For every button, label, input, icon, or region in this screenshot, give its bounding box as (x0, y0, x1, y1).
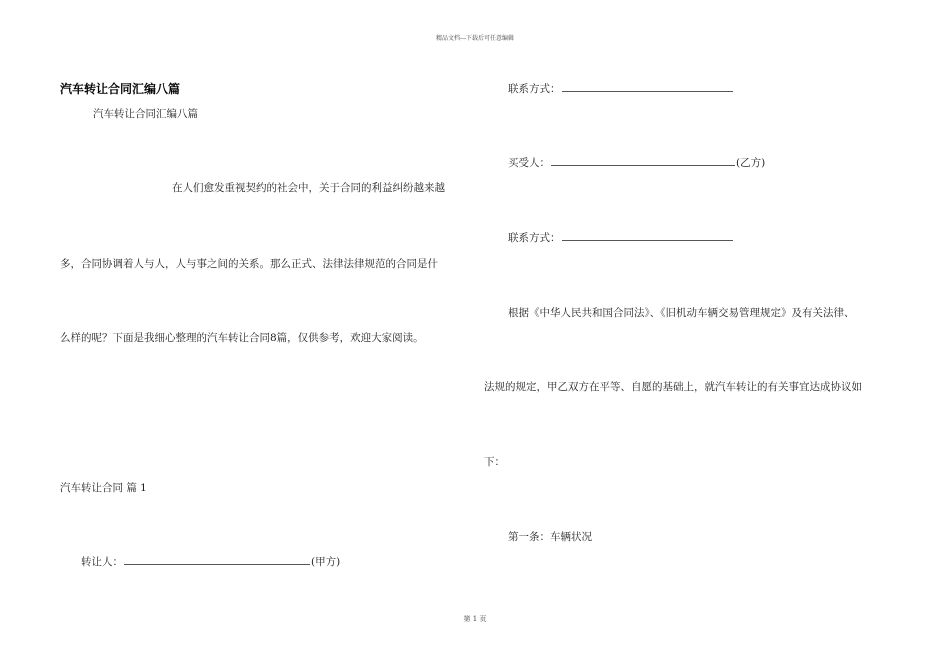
intro-line-2: 多，合同协调着人与人，人与事之间的关系。那么正式、法律法律规范的合同是什 (60, 258, 438, 270)
contact-blank-line-1 (562, 90, 733, 92)
contact-label-1: 联系方式： (508, 83, 561, 95)
buyer-blank-line (551, 164, 735, 166)
contact-label-2: 联系方式： (508, 232, 561, 244)
transferor-blank-line (124, 563, 310, 565)
document-subtitle: 汽车转让合同汇编八篇 (93, 108, 198, 120)
law-line-2: 法规的规定，甲乙双方在平等、自愿的基础上，就汽车转让的有关事宜达成协议如 (484, 381, 862, 393)
law-line-1: 根据《中华人民共和国合同法》、《旧机动车辆交易管理规定》及有关法律、 (508, 307, 855, 319)
contact-blank-line-2 (562, 239, 733, 241)
transferor-row (81, 554, 340, 569)
contact-row-2 (508, 230, 734, 245)
intro-line-3: 么样的呢？下面是我细心整理的汽车转让合同8篇，仅供参考，欢迎大家阅读。 (60, 332, 424, 344)
page-footer: 第 1 页 (463, 615, 487, 623)
document-title: 汽车转让合同汇编八篇 (60, 82, 181, 96)
article-1-heading: 第一条：车辆状况 (508, 531, 592, 543)
buyer-suffix: (乙方) (736, 157, 766, 169)
law-line-3: 下： (484, 456, 505, 468)
transferor-label: 转让人： (81, 556, 123, 568)
section-heading: 汽车转让合同 篇 1 (60, 482, 147, 494)
page-header: 精品文档---下载后可任意编辑 (435, 35, 515, 42)
transferor-suffix: (甲方) (311, 556, 341, 568)
contact-row-1 (508, 81, 734, 96)
intro-line-1: 在人们愈发重视契约的社会中，关于合同的利益纠纷越来越 (172, 182, 445, 194)
buyer-row (508, 155, 765, 170)
buyer-label: 买受人： (508, 157, 550, 169)
